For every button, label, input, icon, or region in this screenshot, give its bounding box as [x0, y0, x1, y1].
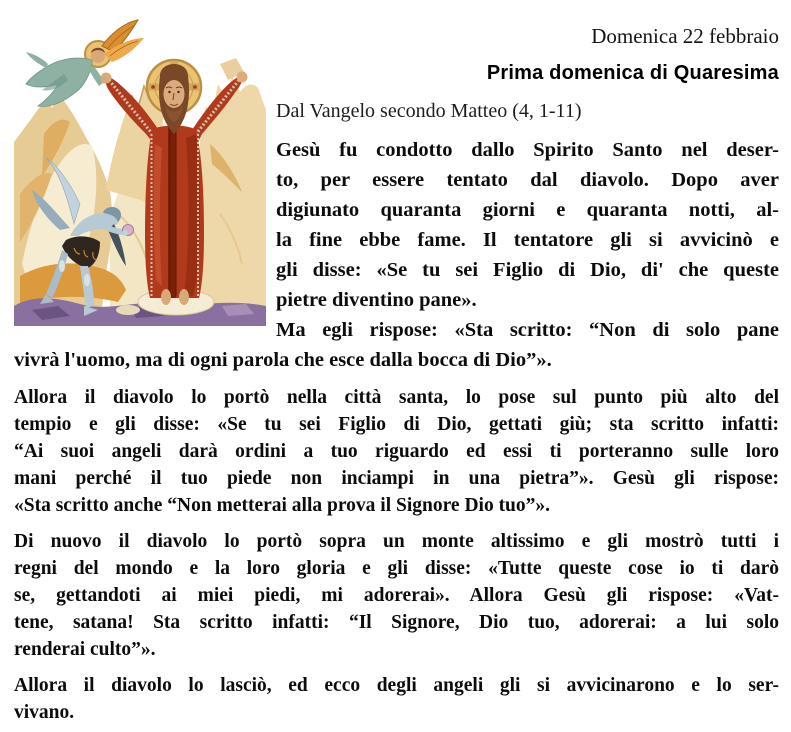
temptation-of-christ-illustration — [14, 14, 266, 326]
text-line: digiunato quaranta giorni e quaranta notti, al- — [276, 199, 779, 221]
text-line: Di nuovo il diavolo lo portò sopra un monte altissimo e gli mostrò tutti i — [14, 531, 779, 552]
text-line: tempio e gli disse: «Se tu sei Figlio di Dio, gettati giù; sta scritto infatti: — [14, 414, 779, 435]
text-line: se, gettandoti ai miei piedi, mi adorerai». Allora Gesù gli rispose: «Vat- — [14, 585, 779, 606]
text-line: renderai culto”». — [14, 639, 156, 660]
text-line: «Sta scritto anche “Non metterai alla prova il Signore Dio tuo”». — [14, 495, 551, 516]
text-line: Allora il diavolo lo portò nella città santa, lo pose sul punto più alto del — [14, 387, 779, 408]
text-line: mani perché il tuo piede non inciampi in una pietra”». Gesù gli rispose: — [14, 468, 779, 489]
gospel-paragraph-5 — [14, 672, 779, 726]
gospel-source-line: Dal Vangelo secondo Matteo (4, 1-11) — [276, 100, 582, 122]
text-line: vivrà l'uomo, ma di ogni parola che esce dalla bocca di Dio”». — [14, 349, 552, 371]
gospel-paragraph-3 — [14, 384, 779, 519]
text-line: la fine ebbe fame. Il tentatore gli si avvicinò e — [276, 229, 779, 251]
text-line: Ma egli rispose: «Sta scritto: “Non di solo pane — [276, 319, 779, 341]
temptation-icon — [14, 14, 266, 326]
text-line: gli disse: «Se tu sei Figlio di Dio, di' che queste — [276, 259, 779, 281]
page-title: Prima domenica di Quaresima — [486, 62, 779, 84]
text-line: regni del mondo e la loro gloria e gli disse: «Tutte queste cose io ti darò — [14, 558, 779, 579]
text-line: Gesù fu condotto dallo Spirito Santo nel deser- — [276, 139, 779, 161]
text-line: tene, satana! Sta scritto infatti: “Il Signore, Dio tuo, adorerai: a lui solo — [14, 612, 779, 633]
text-line: Allora il diavolo lo lasciò, ed ecco degli angeli gli si avvicinarono e lo ser- — [14, 675, 779, 696]
text-line: to, per essere tentato dal diavolo. Dopo aver — [276, 169, 779, 191]
text-line: “Ai suoi angeli darà ordini a tuo riguardo ed essi ti porteranno sulle loro — [14, 441, 779, 462]
date-line: Domenica 22 febbraio — [591, 24, 779, 48]
gospel-paragraph-4 — [14, 528, 779, 663]
text-line: pietre diventino pane». — [276, 289, 477, 311]
christ-head — [159, 64, 189, 134]
text-line: vivano. — [14, 702, 75, 723]
